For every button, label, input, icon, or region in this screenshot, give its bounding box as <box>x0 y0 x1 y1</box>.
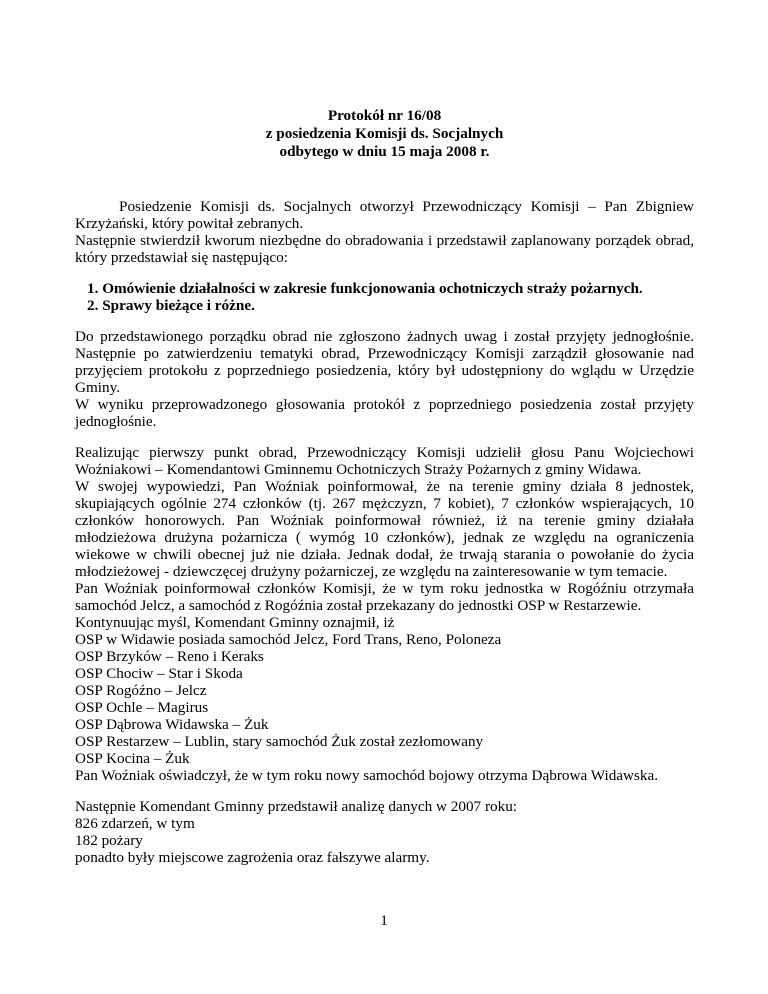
paragraph: Do przedstawionego porządku obrad nie zgłoszono żadnych uwag i został przyjęty jednogłośnie. Następnie po zatwierdzeniu tematyki obrad, Przewodniczący Komisji zarządził głosowanie nad przyjęciem protokołu z poprzedniego posiedzenia, który był udostępniony do wglądu w Urzędzie Gminy. <box>75 328 694 396</box>
paragraph: Kontynuując myśl, Komendant Gminny oznajmił, iż <box>75 614 395 631</box>
statistics-line: ponadto były miejscowe zagrożenia oraz fałszywe alarmy. <box>75 849 430 866</box>
fire-brigade-section <box>75 444 694 784</box>
paragraph: Realizując pierwszy punkt obrad, Przewodniczący Komisji udzielił głosu Panu Wojciechowi Woźniakowi – Komendantowi Gminnemu Ochotniczych Straży Pożarnych z gminy Widawa. <box>75 444 694 478</box>
statistics-line: 182 pożary <box>75 832 143 849</box>
agenda-item: 1. Omówienie działalności w zakresie funkcjonowania ochotniczych straży pożarnych. <box>87 280 643 297</box>
vehicle-list <box>75 631 694 767</box>
vehicle-list-item: OSP Brzyków – Reno i Keraks <box>75 648 264 665</box>
statistics-line: Następnie Komendant Gminny przedstawił analizę danych w 2007 roku: <box>75 798 518 815</box>
vehicle-list-item: OSP Chociw – Star i Skoda <box>75 665 243 682</box>
paragraph: Pan Woźniak oświadczył, że w tym roku nowy samochód bojowy otrzyma Dąbrowa Widawska. <box>75 767 659 784</box>
vehicle-list-item: OSP Rogóźno – Jelcz <box>75 682 207 699</box>
document-page <box>75 107 694 866</box>
vehicle-list-item: OSP Dąbrowa Widawska – Żuk <box>75 716 269 733</box>
paragraph: W wyniku przeprowadzonego głosowania protokół z poprzedniego posiedzenia został przyjęty jednogłośnie. <box>75 396 694 430</box>
vehicle-list-item: OSP w Widawie posiada samochód Jelcz, Ford Trans, Reno, Poloneza <box>75 631 502 648</box>
statistics-line: 826 zdarzeń, w tym <box>75 815 195 832</box>
agenda-item: 2. Sprawy bieżące i różne. <box>87 297 255 314</box>
protocol-title: Protokół nr 16/08 <box>327 107 442 124</box>
agenda-list <box>75 280 694 314</box>
protocol-subtitle: z posiedzenia Komisji ds. Socjalnych <box>265 125 504 142</box>
protocol-date: odbytego w dniu 15 maja 2008 r. <box>279 143 490 160</box>
paragraph: Pan Woźniak poinformował członków Komisji, że w tym roku jednostka w Rogóźniu otrzymała samochód Jelcz, a samochód z Rogóźnia został przekazany do jednostki OSP w Restarzewie. <box>75 580 694 614</box>
statistics-section <box>75 798 694 866</box>
vehicle-list-item: OSP Restarzew – Lublin, stary samochód Żuk został zezłomowany <box>75 733 484 750</box>
intro-paragraph: Posiedzenie Komisji ds. Socjalnych otworzył Przewodniczący Komisji – Pan Zbigniew Krzyżański, który powitał zebranych. <box>75 198 694 232</box>
vehicle-list-item: OSP Kocina – Żuk <box>75 750 190 767</box>
quorum-paragraph: Następnie stwierdził kworum niezbędne do obradowania i przedstawił zaplanowany porządek obrad, który przedstawiał się następująco: <box>75 232 694 266</box>
agenda-approval-section <box>75 328 694 430</box>
paragraph: W swojej wypowiedzi, Pan Woźniak poinformował, że na terenie gminy działa 8 jednostek, skupiających ogólnie 274 członków (tj. 267 mężczyzn, 7 kobiet), 7 członków wspierających, 10 członków honorowych. Pan Woźniak poinformował również, iż na terenie gminy działała młodzieżowa drużyna pożarnicza ( wymóg 10 członków), jednak ze względu na ograniczenia wiekowe w chwili obecnej już nie działa. Jednak dodał, że trwają starania o powołanie do życia młodzieżowej - dziewczęcej drużyny pożarniczej, ze względu na zainteresowanie w tym temacie. <box>75 478 694 580</box>
vehicle-list-item: OSP Ochle – Magirus <box>75 699 209 716</box>
document-header <box>75 107 694 161</box>
page-number: 1 <box>380 912 388 929</box>
